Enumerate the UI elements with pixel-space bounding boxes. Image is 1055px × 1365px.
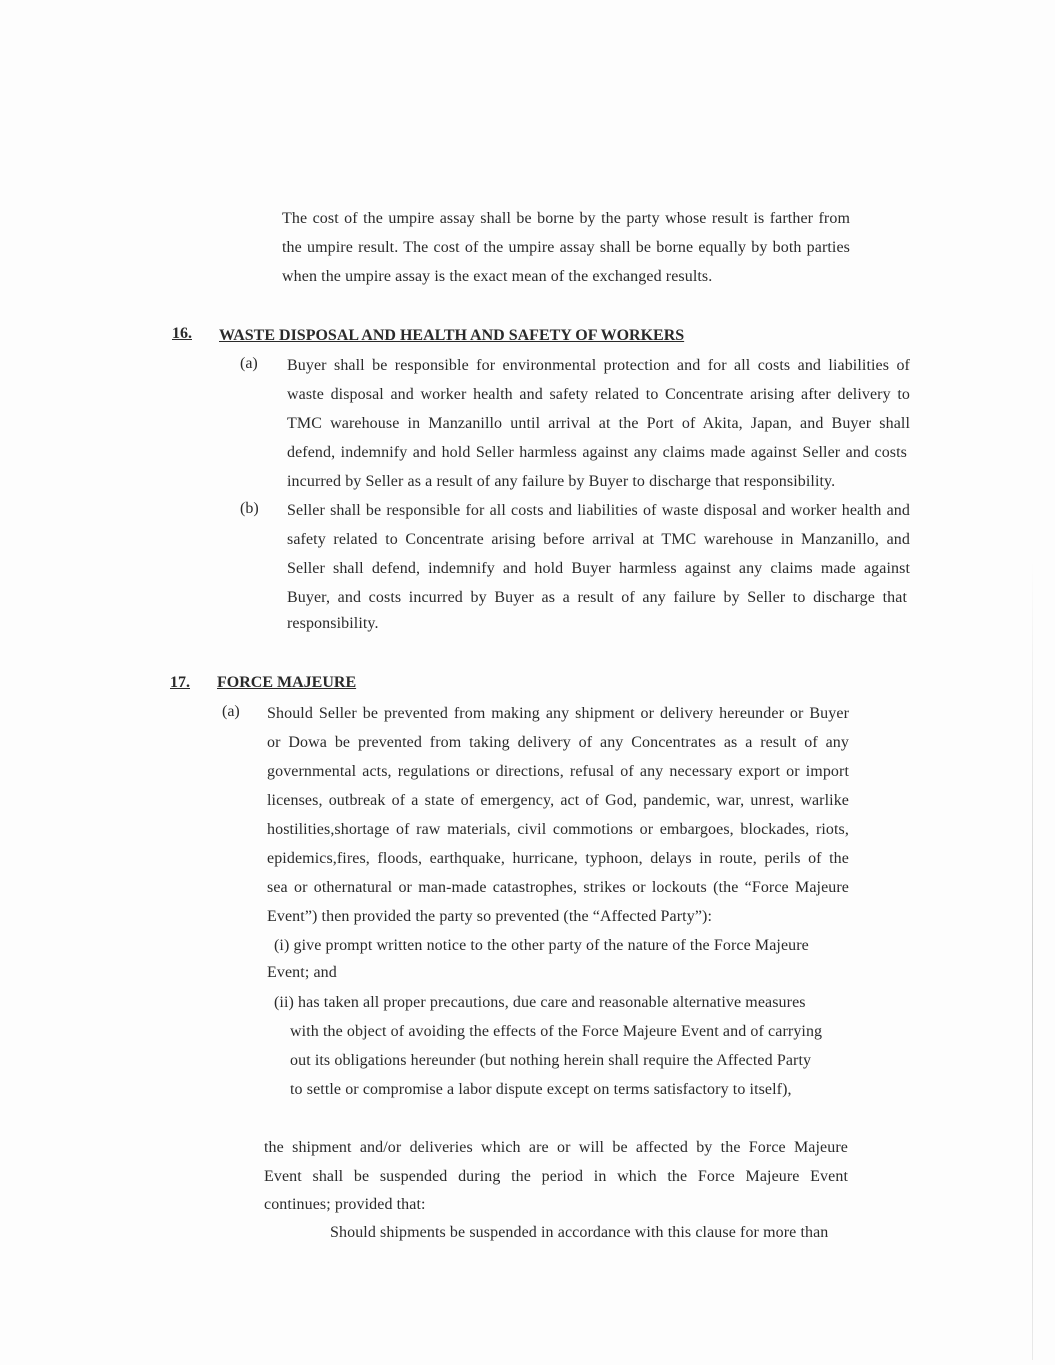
section-16-item-a-line: defend, indemnify and hold Seller harmless against any claims made against Seller and costs: [287, 444, 907, 461]
section-17-title: FORCE MAJEURE: [217, 674, 357, 691]
sub-i-line: (i) give prompt written notice to the other party of the nature of the Force Majeure: [274, 937, 809, 954]
scan-edge-shadow: [1032, 560, 1033, 1360]
continuation-line: Event shall be suspended during the period in which the Force Majeure Event: [264, 1168, 848, 1185]
section-17-final-line: Should shipments be suspended in accordance with this clause for more than: [330, 1224, 829, 1241]
section-17-item-a-line: hostilities,shortage of raw materials, civil commotions or embargoes, blockades, riots,: [267, 821, 849, 838]
section-17-number: 17.: [170, 674, 190, 691]
section-16-item-b-marker: (b): [240, 500, 259, 517]
continuation-line: continues; provided that:: [264, 1196, 426, 1213]
sub-i-line: Event; and: [267, 964, 337, 981]
section-16-title: WASTE DISPOSAL AND HEALTH AND SAFETY OF WORKERS: [219, 327, 685, 344]
section-16-item-a-marker: (a): [240, 355, 258, 372]
sub-ii-line: with the object of avoiding the effects of the Force Majeure Event and of carrying: [290, 1023, 823, 1040]
section-17-item-a-line: or Dowa be prevented from taking delivery of any Concentrates as a result of any: [267, 734, 849, 751]
section-17-item-a-line: Should Seller be prevented from making any shipment or delivery hereunder or Buyer: [267, 705, 849, 722]
section-17-item-a-marker: (a): [222, 703, 240, 720]
section-16-item-b-line: safety related to Concentrate arising before arrival at TMC warehouse in Manzanillo, and: [287, 531, 910, 548]
section-17-item-a-line: sea or othernatural or man-made catastrophes, strikes or lockouts (the “Force Majeure: [267, 879, 849, 896]
section-16-item-a-line: incurred by Seller as a result of any failure by Buyer to discharge that responsibility.: [287, 473, 836, 490]
continuation-line: the shipment and/or deliveries which are or will be affected by the Force Majeure: [264, 1139, 848, 1156]
section-16-item-a-line: Buyer shall be responsible for environmental protection and for all costs and liabilities of: [287, 357, 910, 374]
section-16-item-b-line: Seller shall be responsible for all costs and liabilities of waste disposal and worker health and: [287, 502, 910, 519]
intro-line: The cost of the umpire assay shall be borne by the party whose result is farther from: [282, 210, 850, 227]
sub-ii-line: out its obligations hereunder (but nothing herein shall require the Affected Party: [290, 1052, 812, 1069]
section-16-item-b-line: Seller shall defend, indemnify and hold Buyer harmless against any claims made against: [287, 560, 910, 577]
section-16-item-a-line: waste disposal and worker health and safety related to Concentrate arising after delivery to: [287, 386, 910, 403]
section-17-item-a-line: epidemics,fires, floods, earthquake, hurricane, typhoon, delays in route, perils of the: [267, 850, 849, 867]
sub-ii-line: (ii) has taken all proper precautions, due care and reasonable alternative measures: [274, 994, 806, 1011]
sub-ii-line: to settle or compromise a labor dispute except on terms satisfactory to itself),: [290, 1081, 792, 1098]
section-17-item-a-line: governmental acts, regulations or directions, refusal of any necessary export or import: [267, 763, 849, 780]
intro-line: when the umpire assay is the exact mean of the exchanged results.: [282, 268, 713, 285]
section-16-number: 16.: [172, 325, 192, 342]
section-16-item-b-line: Buyer, and costs incurred by Buyer as a result of any failure by Seller to discharge that: [287, 589, 907, 606]
section-16-item-a-line: TMC warehouse in Manzanillo until arrival at the Port of Akita, Japan, and Buyer shall: [287, 415, 910, 432]
intro-line: the umpire result. The cost of the umpire assay shall be borne equally by both parties: [282, 239, 850, 256]
section-17-item-a-line: Event”) then provided the party so prevented (the “Affected Party”):: [267, 908, 712, 925]
section-17-item-a-line: licenses, outbreak of a state of emergency, act of God, pandemic, war, unrest, warlike: [267, 792, 849, 809]
section-16-item-b-line: responsibility.: [287, 615, 379, 632]
